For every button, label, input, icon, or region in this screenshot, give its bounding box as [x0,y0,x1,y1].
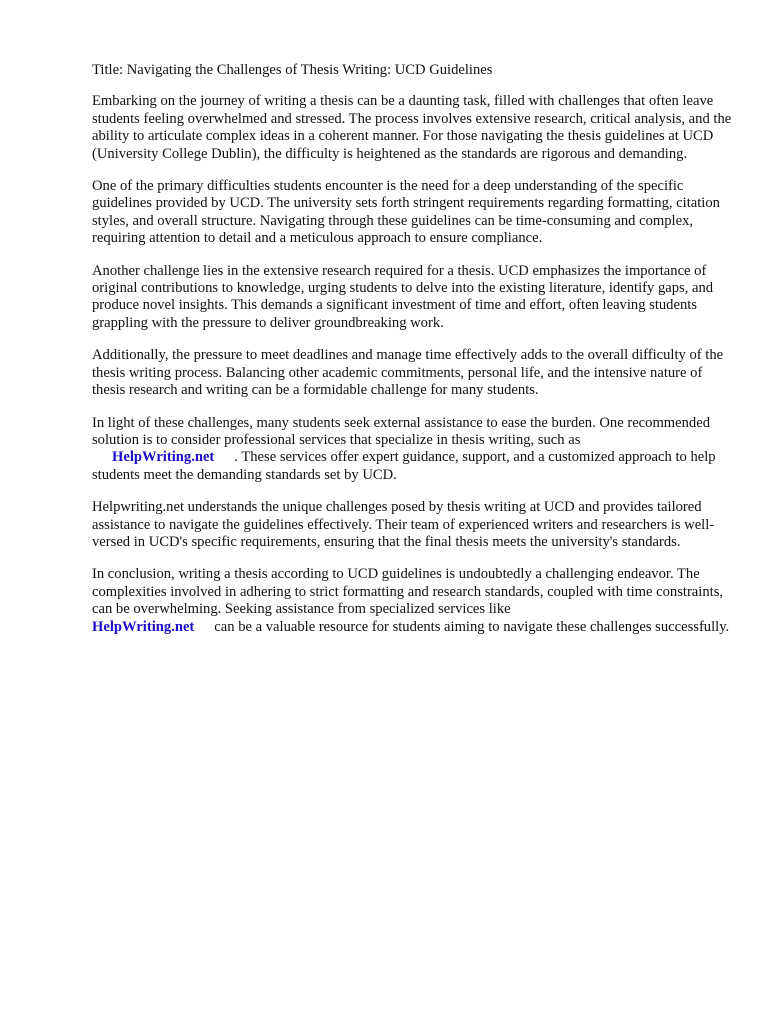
paragraph-research: Another challenge lies in the extensive research required for a thesis. UCD emphasizes the importance of original contributions to knowledge, urging students to delve into the existing literature, identify gaps, and produce novel insights. This demands a significant investment of time and effort, often leaving students grappling with the pressure to deliver groundbreaking work. [92,262,714,331]
helpwriting-link[interactable]: HelpWriting.net [112,449,215,466]
paragraph-guidelines: One of the primary difficulties students encounter is the need for a deep understanding of the specific guidelines provided by UCD. The university sets forth stringent requirements regarding formatting, citation styles, and overall structure. Navigating through these guidelines can be time-consuming and complex, requiring attention to detail and a meticulous approach to ensure compliance. [92,178,720,247]
paragraph-conclusion [92,566,732,636]
paragraph-deadlines: Additionally, the pressure to meet deadlines and manage time effectively adds to the overall difficulty of the thesis writing process. Balancing other academic commitments, personal life, and the intensive nature of thesis research and writing can be a formidable challenge for many students. [92,347,724,399]
paragraph-assistance-text-before: In light of these challenges, many students seek external assistance to ease the burden. One recommended solution is to consider professional services that specialize in thesis writing, such as [92,414,710,448]
paragraph-conclusion-text-after: can be a valuable resource for students aiming to navigate these challenges successfully. [214,618,730,635]
paragraph-conclusion-text-before: In conclusion, writing a thesis according to UCD guidelines is undoubtedly a challenging endeavor. The complexities involved in adhering to strict formatting and research standards, coupled with time constraints, can be overwhelming. Seeking assistance from specialized services like [92,566,724,618]
paragraph-assistance [92,415,732,485]
paragraph-intro: Embarking on the journey of writing a thesis can be a daunting task, filled with challenges that often leave students feeling overwhelmed and stressed. The process involves extensive research, critical analysis, and the ability to articulate complex ideas in a coherent manner. For those navigating the thesis guidelines at UCD (University College Dublin), the difficulty is heightened as the standards are rigorous and demanding. [92,93,732,162]
paragraph-assistance-text-after: . These services offer expert guidance, support, and a customized approach to help students meet the demanding standards set by UCD. [92,449,716,483]
paragraph-helpwriting: Helpwriting.net understands the unique challenges posed by thesis writing at UCD and provides tailored assistance to navigate the guidelines effectively. Their team of experienced writers and researchers is well-versed in UCD's specific requirements, ensuring that the final thesis meets the university's standards. [92,499,715,550]
helpwriting-link-conclusion[interactable]: HelpWriting.net [92,618,195,635]
document-title: Title: Navigating the Challenges of Thesis Writing: UCD Guidelines [92,62,493,78]
document-page [92,62,732,651]
